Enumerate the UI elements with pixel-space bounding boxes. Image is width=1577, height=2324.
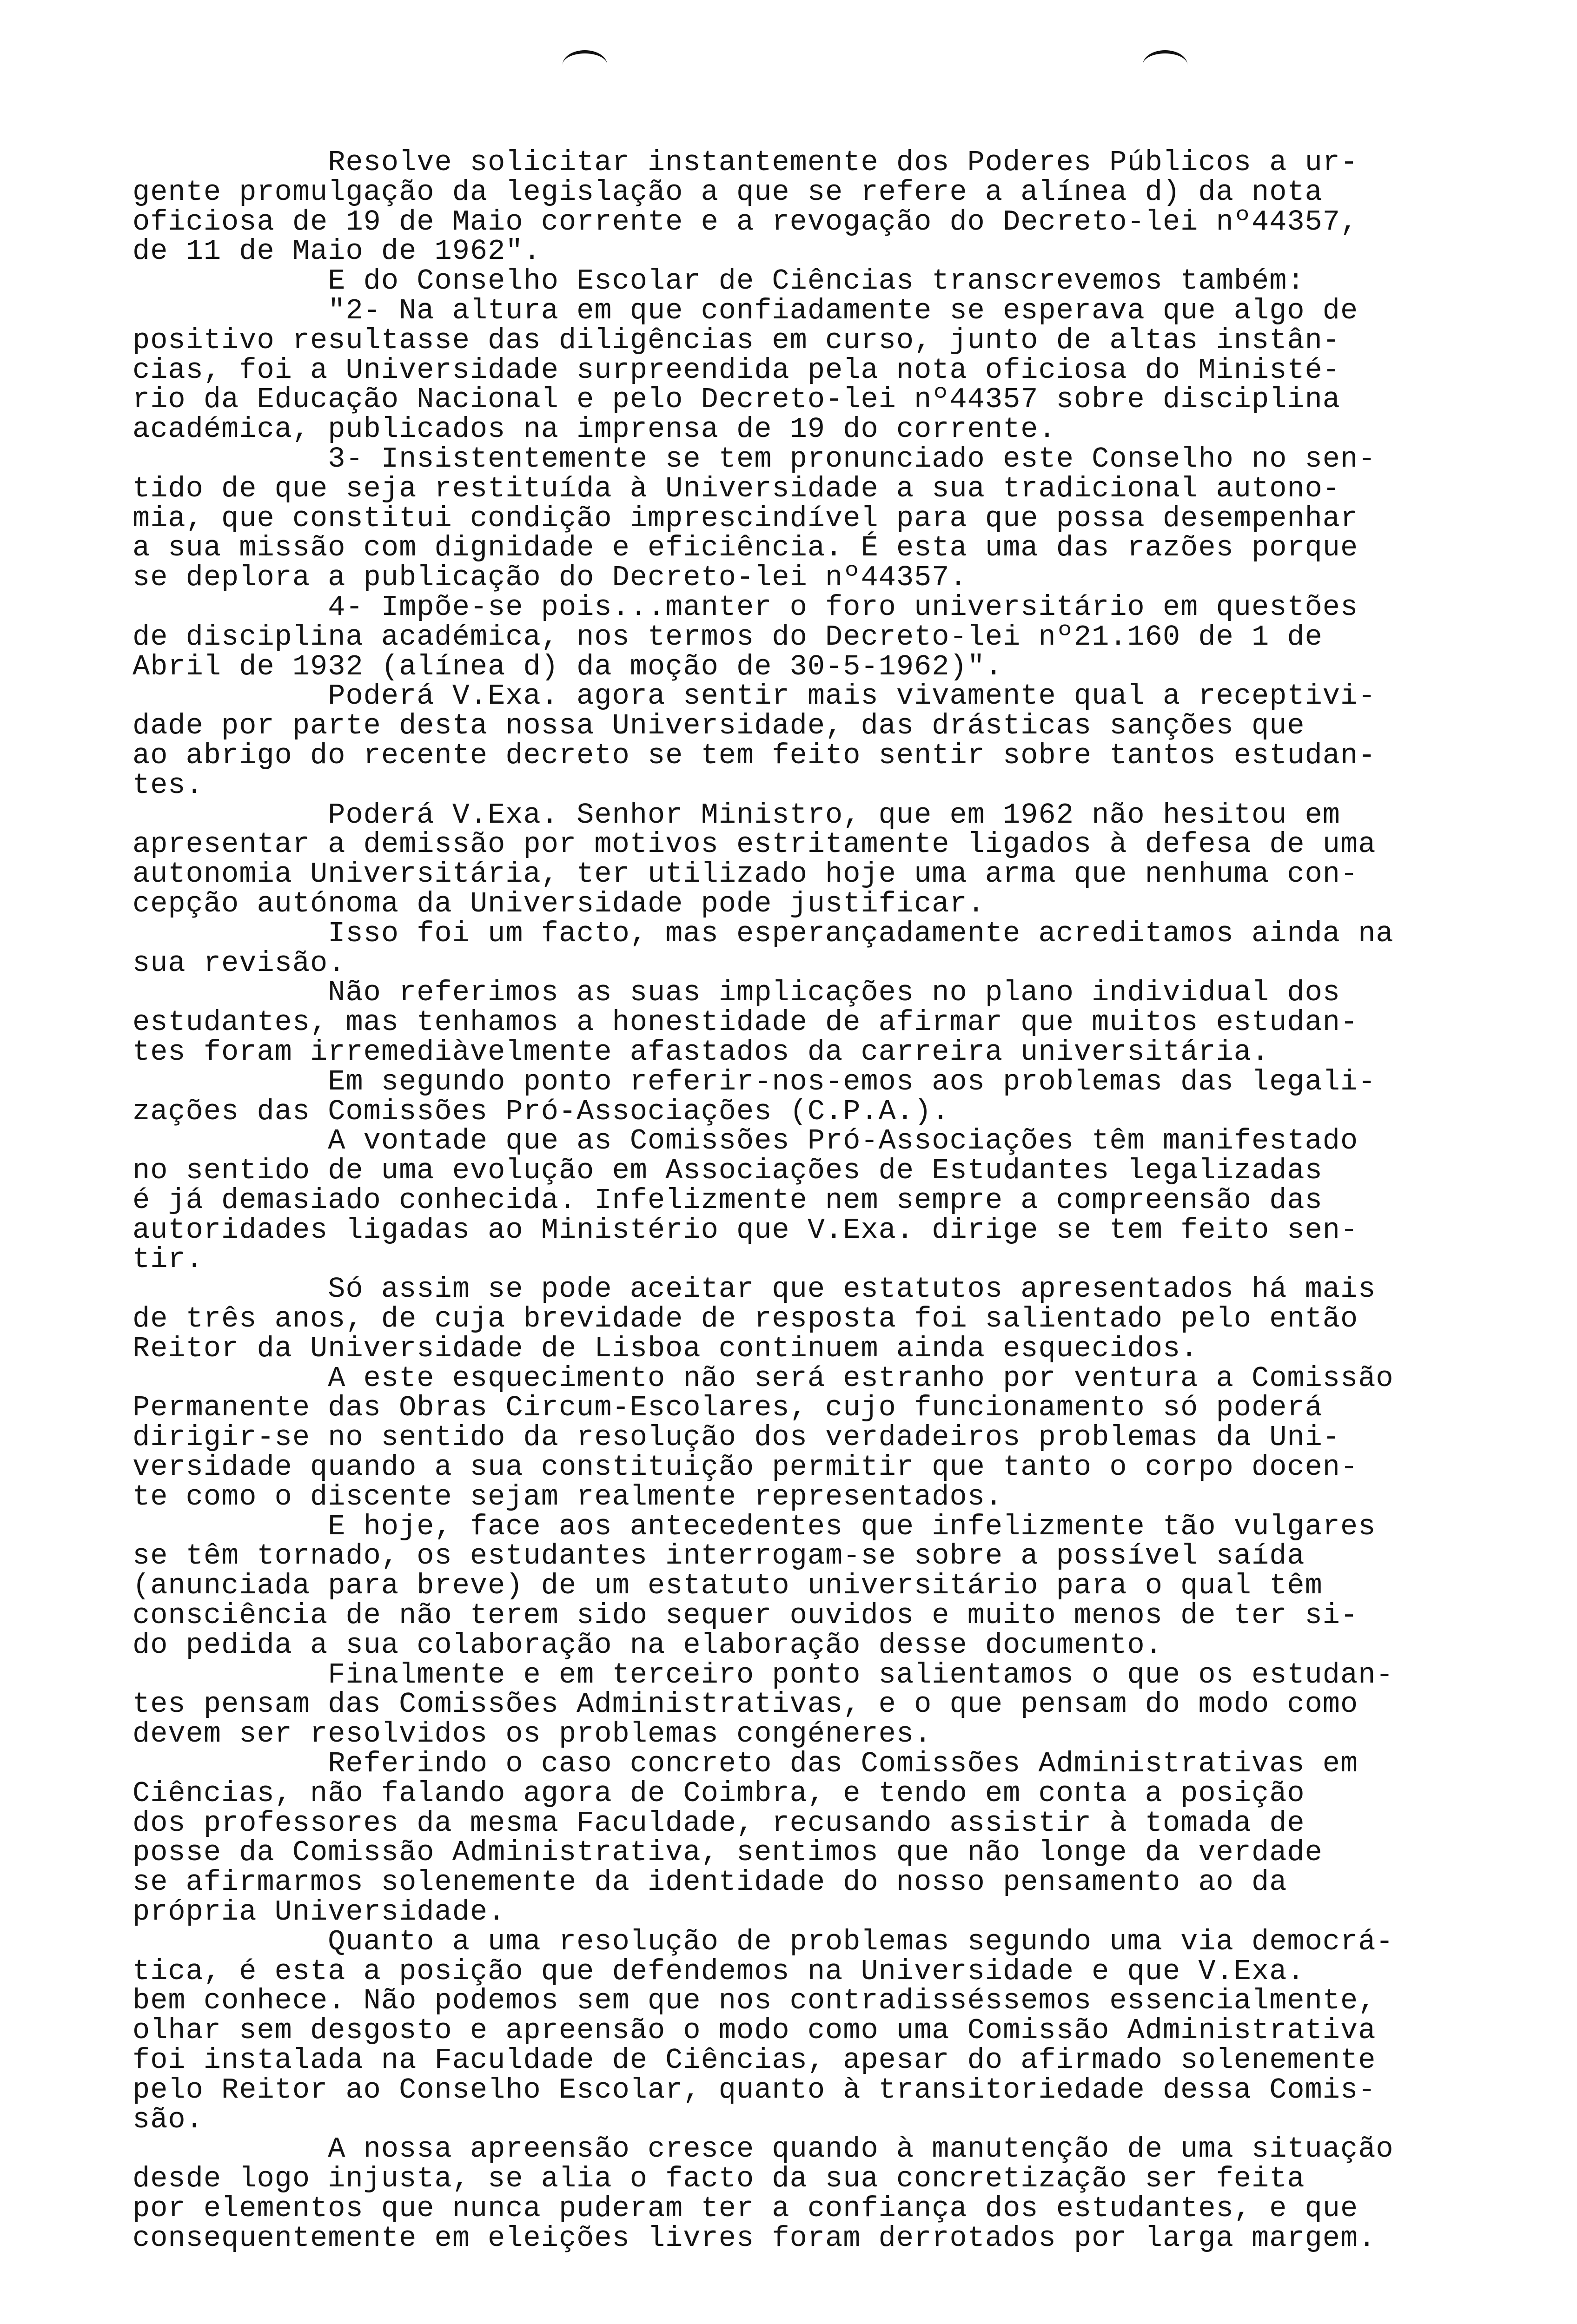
text-line: 4- Impõe-se pois...manter o foro universitário em questões [133, 590, 1358, 624]
text-line: consequentemente em eleições livres foram derrotados por larga margem. [133, 2221, 1376, 2255]
text-line: tes pensam das Comissões Administrativas, e o que pensam do modo como [133, 1688, 1358, 1721]
text-line: 3- Insistentemente se tem pronunciado este Conselho no sen- [133, 442, 1376, 475]
text-line: apresentar a demissão por motivos estritamente ligados à defesa de uma [133, 828, 1376, 861]
text-line: pelo Reitor ao Conselho Escolar, quanto à transitoriedade dessa Comis- [133, 2073, 1376, 2106]
text-line: Finalmente e em terceiro ponto salientamos o que os estudan- [133, 1658, 1394, 1691]
text-line: Não referimos as suas implicações no plano individual dos [133, 976, 1341, 1010]
text-line: devem ser resolvidos os problemas congéneres. [133, 1717, 932, 1751]
text-line: desde logo injusta, se alia o facto da sua concretização ser feita [133, 2162, 1305, 2196]
text-line: E do Conselho Escolar de Ciências transcrevemos também: [133, 264, 1305, 298]
text-line: A nossa apreensão cresce quando à manutenção de uma situação [133, 2133, 1394, 2166]
text-line: Resolve solicitar instantemente dos Poderes Públicos a ur- [133, 146, 1358, 179]
text-line: de três anos, de cuja brevidade de resposta foi salientado pelo então [133, 1302, 1358, 1336]
text-line: foi instalada na Faculdade de Ciências, apesar do afirmado solenemente [133, 2044, 1376, 2077]
text-line: zações das Comissões Pró-Associações (C.P.A.). [133, 1095, 950, 1128]
text-line: mia, que constitui condição imprescindível para que possa desempenhar [133, 502, 1358, 535]
text-line: olhar sem desgosto e apreensão o modo como uma Comissão Administrativa [133, 2014, 1376, 2047]
text-line: tica, é esta a posição que defendemos na Universidade e que V.Exa. [133, 1954, 1305, 1988]
text-line: dirigir-se no sentido da resolução dos verdadeiros problemas da Uni- [133, 1421, 1341, 1454]
text-line: tes. [133, 768, 204, 802]
text-line: são. [133, 2103, 204, 2136]
text-line: bem conhece. Não podemos sem que nos contradisséssemos essencialmente, [133, 1984, 1376, 2018]
text-line: Reitor da Universidade de Lisboa continuem ainda esquecidos. [133, 1332, 1199, 1365]
text-line: de disciplina académica, nos termos do Decreto-lei nº21.160 de 1 de [133, 620, 1323, 654]
text-line: se têm tornado, os estudantes interrogam-se sobre a possível saída [133, 1539, 1305, 1573]
text-line: Em segundo ponto referir-nos-emos aos problemas das legali- [133, 1065, 1376, 1098]
text-line: A vontade que as Comissões Pró-Associações têm manifestado [133, 1124, 1358, 1158]
text-line: "2- Na altura em que confiadamente se esperava que algo de [133, 294, 1358, 327]
punch-hole-mark-right [1143, 50, 1187, 79]
text-line: dade por parte desta nossa Universidade, das drásticas sanções que [133, 709, 1305, 743]
text-line: consciência de não terem sido sequer ouvidos e muito menos de ter si- [133, 1599, 1358, 1632]
text-line: te como o discente sejam realmente representados. [133, 1480, 1003, 1513]
text-line: Isso foi um facto, mas esperançadamente acreditamos ainda na [133, 917, 1394, 950]
text-line: sua revisão. [133, 946, 346, 980]
text-line: positivo resultasse das diligências em curso, junto de altas instân- [133, 324, 1341, 357]
text-line: autoridades ligadas ao Ministério que V.Exa. dirige se tem feito sen- [133, 1213, 1358, 1247]
text-line: tir. [133, 1243, 204, 1276]
text-line: tes foram irremediàvelmente afastados da carreira universitária. [133, 1035, 1270, 1069]
text-line: Referindo o caso concreto das Comissões Administrativas em [133, 1747, 1358, 1781]
punch-hole-mark-left [563, 50, 607, 79]
text-line: se deplora a publicação do Decreto-lei nº44357. [133, 561, 967, 594]
text-line: por elementos que nunca puderam ter a confiança dos estudantes, e que [133, 2192, 1358, 2225]
text-line: autonomia Universitária, ter utilizado hoje uma arma que nenhuma con- [133, 858, 1358, 891]
text-line: rio da Educação Nacional e pelo Decreto-lei nº44357 sobre disciplina [133, 383, 1341, 416]
text-line: no sentido de uma evolução em Associações de Estudantes legalizadas [133, 1154, 1323, 1188]
text-line: Poderá V.Exa. agora sentir mais vivamente qual a receptivi- [133, 680, 1376, 713]
text-line: Quanto a uma resolução de problemas segundo uma via democrá- [133, 1925, 1394, 1958]
text-line: Ciências, não falando agora de Coimbra, e tendo em conta a posição [133, 1776, 1305, 1810]
text-line: oficiosa de 19 de Maio corrente e a revogação do Decreto-lei nº44357, [133, 205, 1358, 238]
text-line: versidade quando a sua constituição permitir que tanto o corpo docen- [133, 1451, 1358, 1484]
text-line: gente promulgação da legislação a que se refere a alínea d) da nota [133, 175, 1323, 209]
text-line: tido de que seja restituída à Universidade a sua tradicional autono- [133, 472, 1341, 505]
text-line: E hoje, face aos antecedentes que infelizmente tão vulgares [133, 1510, 1376, 1543]
text-line: Abril de 1932 (alínea d) da moção de 30-5-1962)". [133, 650, 1003, 683]
text-line: (anunciada para breve) de um estatuto universitário para o qual têm [133, 1569, 1323, 1603]
text-line: do pedida a sua colaboração na elaboração desse documento. [133, 1628, 1163, 1662]
text-line: própria Universidade. [133, 1895, 506, 1929]
text-line: Poderá V.Exa. Senhor Ministro, que em 1962 não hesitou em [133, 798, 1341, 832]
text-line: A este esquecimento não será estranho por ventura a Comissão [133, 1361, 1394, 1395]
text-line: cias, foi a Universidade surpreendida pela nota oficiosa do Ministé- [133, 353, 1341, 387]
text-line: de 11 de Maio de 1962". [133, 235, 541, 268]
text-line: se afirmarmos solenemente da identidade do nosso pensamento ao da [133, 1866, 1287, 1899]
text-line: estudantes, mas tenhamos a honestidade de afirmar que muitos estudan- [133, 1006, 1358, 1039]
text-line: Só assim se pode aceitar que estatutos apresentados há mais [133, 1273, 1376, 1306]
text-line: ao abrigo do recente decreto se tem feito sentir sobre tantos estudan- [133, 739, 1376, 772]
text-line: posse da Comissão Administrativa, sentimos que não longe da verdade [133, 1836, 1323, 1869]
text-line: académica, publicados na imprensa de 19 do corrente. [133, 413, 1056, 446]
text-line: Permanente das Obras Circum-Escolares, cujo funcionamento só poderá [133, 1391, 1323, 1425]
text-line: a sua missão com dignidade e eficiência. É esta uma das razões porque [133, 531, 1358, 565]
typewritten-text-block [133, 148, 1490, 2253]
text-line: cepção autónoma da Universidade pode justificar. [133, 887, 985, 920]
text-line: é já demasiado conhecida. Infelizmente nem sempre a compreensão das [133, 1183, 1323, 1217]
text-line: dos professores da mesma Faculdade, recusando assistir à tomada de [133, 1806, 1305, 1840]
